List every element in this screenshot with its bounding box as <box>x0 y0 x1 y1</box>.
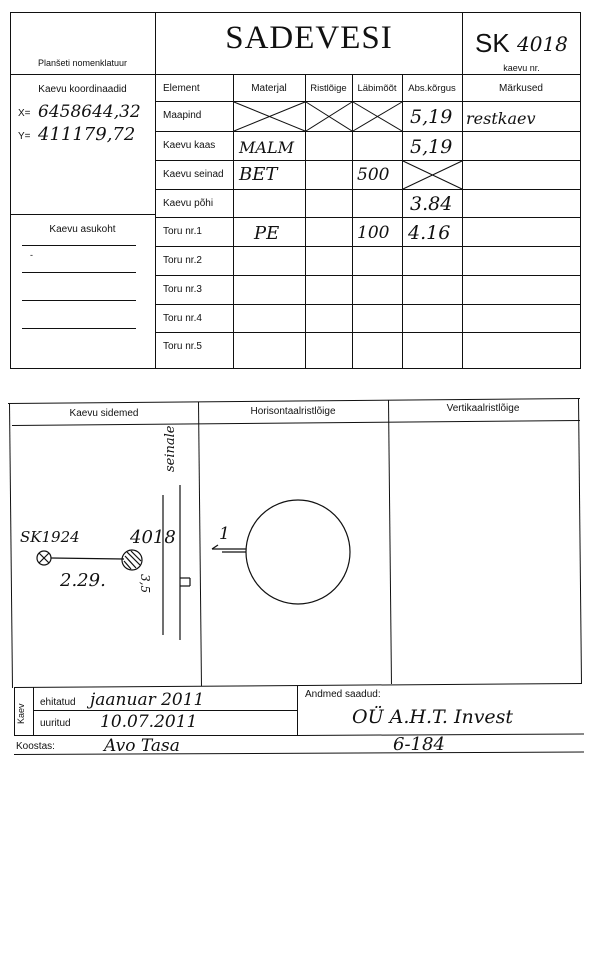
col-diameter: Läbimõõt <box>357 83 397 94</box>
surveyed-value: 10.07.2011 <box>100 712 198 732</box>
row-label: Maapind <box>163 110 202 121</box>
well-number-caption: kaevu nr. <box>503 63 540 73</box>
row-label: Toru nr.5 <box>163 341 202 352</box>
data-from-label: Andmed saadud: <box>305 689 381 700</box>
built-label: ehitatud <box>40 697 76 708</box>
coords-label: Kaevu koordinaadid <box>38 84 127 95</box>
cell-abs-height: 4.16 <box>408 222 451 244</box>
cell-material: BET <box>239 164 278 185</box>
cell-material: MALM <box>239 138 294 157</box>
y-coordinate: 411179,72 <box>38 124 136 145</box>
col-section: Ristlõige <box>310 83 347 94</box>
built-value: jaanuar 2011 <box>90 690 205 710</box>
well-code-prefix: SK <box>475 28 510 58</box>
surveyed-label: uuritud <box>40 718 71 729</box>
row-label: Kaevu kaas <box>163 140 216 151</box>
col-element: Element <box>163 83 200 94</box>
row-label: Kaevu põhi <box>163 198 214 209</box>
side-mark: 3,5 <box>138 574 152 594</box>
reference-number: 6-184 <box>393 734 445 755</box>
well-number: 4018 <box>517 32 568 56</box>
row-label: Toru nr.3 <box>163 284 202 295</box>
location-dash: - <box>30 250 33 260</box>
col-material: Materjal <box>251 83 287 94</box>
author-label: Koostas: <box>16 741 55 752</box>
row-label: Toru nr.2 <box>163 255 202 266</box>
x-coordinate: 6458644,32 <box>38 102 141 122</box>
pipe-number: 1 <box>219 524 230 544</box>
vertical-section-label: Vertikaalristlõige <box>446 403 520 414</box>
sheet-label: Planšeti nomenklatuur <box>37 58 128 68</box>
y-prefix: Y= <box>18 131 31 142</box>
cell-abs-height: 5,19 <box>410 106 453 128</box>
kaev-label: Kaev <box>16 703 26 724</box>
neighbor-well-label: SK1924 <box>20 528 80 546</box>
location-label: Kaevu asukoht <box>49 224 116 235</box>
cell-diameter: 500 <box>357 165 390 185</box>
horizontal-section-drawing <box>212 500 350 604</box>
cell-material: PE <box>254 223 280 244</box>
col-abs-height: Abs.kõrgus <box>408 83 456 94</box>
data-from-value: OÜ A.H.T. Invest <box>352 706 514 728</box>
col-notes: Märkused <box>499 83 543 94</box>
this-well-label: 4018 <box>130 527 176 548</box>
author-value: Avo Tasa <box>104 736 180 756</box>
row-label: Toru nr.4 <box>163 313 202 324</box>
cell-diameter: 100 <box>357 223 390 243</box>
wall-note: seinale <box>163 425 178 472</box>
cell-notes: restkaev <box>466 109 536 128</box>
cell-abs-height: 5,19 <box>410 136 453 158</box>
distance-label: 2.29. <box>60 570 106 591</box>
row-label: Toru nr.1 <box>163 226 202 237</box>
x-prefix: X= <box>18 108 31 119</box>
connections-label: Kaevu sidemed <box>69 408 139 419</box>
cell-abs-height: 3.84 <box>410 193 453 215</box>
horizontal-section-label: Horisontaalristlõige <box>250 406 336 417</box>
form-title: SADEVESI <box>225 20 393 56</box>
row-label: Kaevu seinad <box>163 169 224 180</box>
